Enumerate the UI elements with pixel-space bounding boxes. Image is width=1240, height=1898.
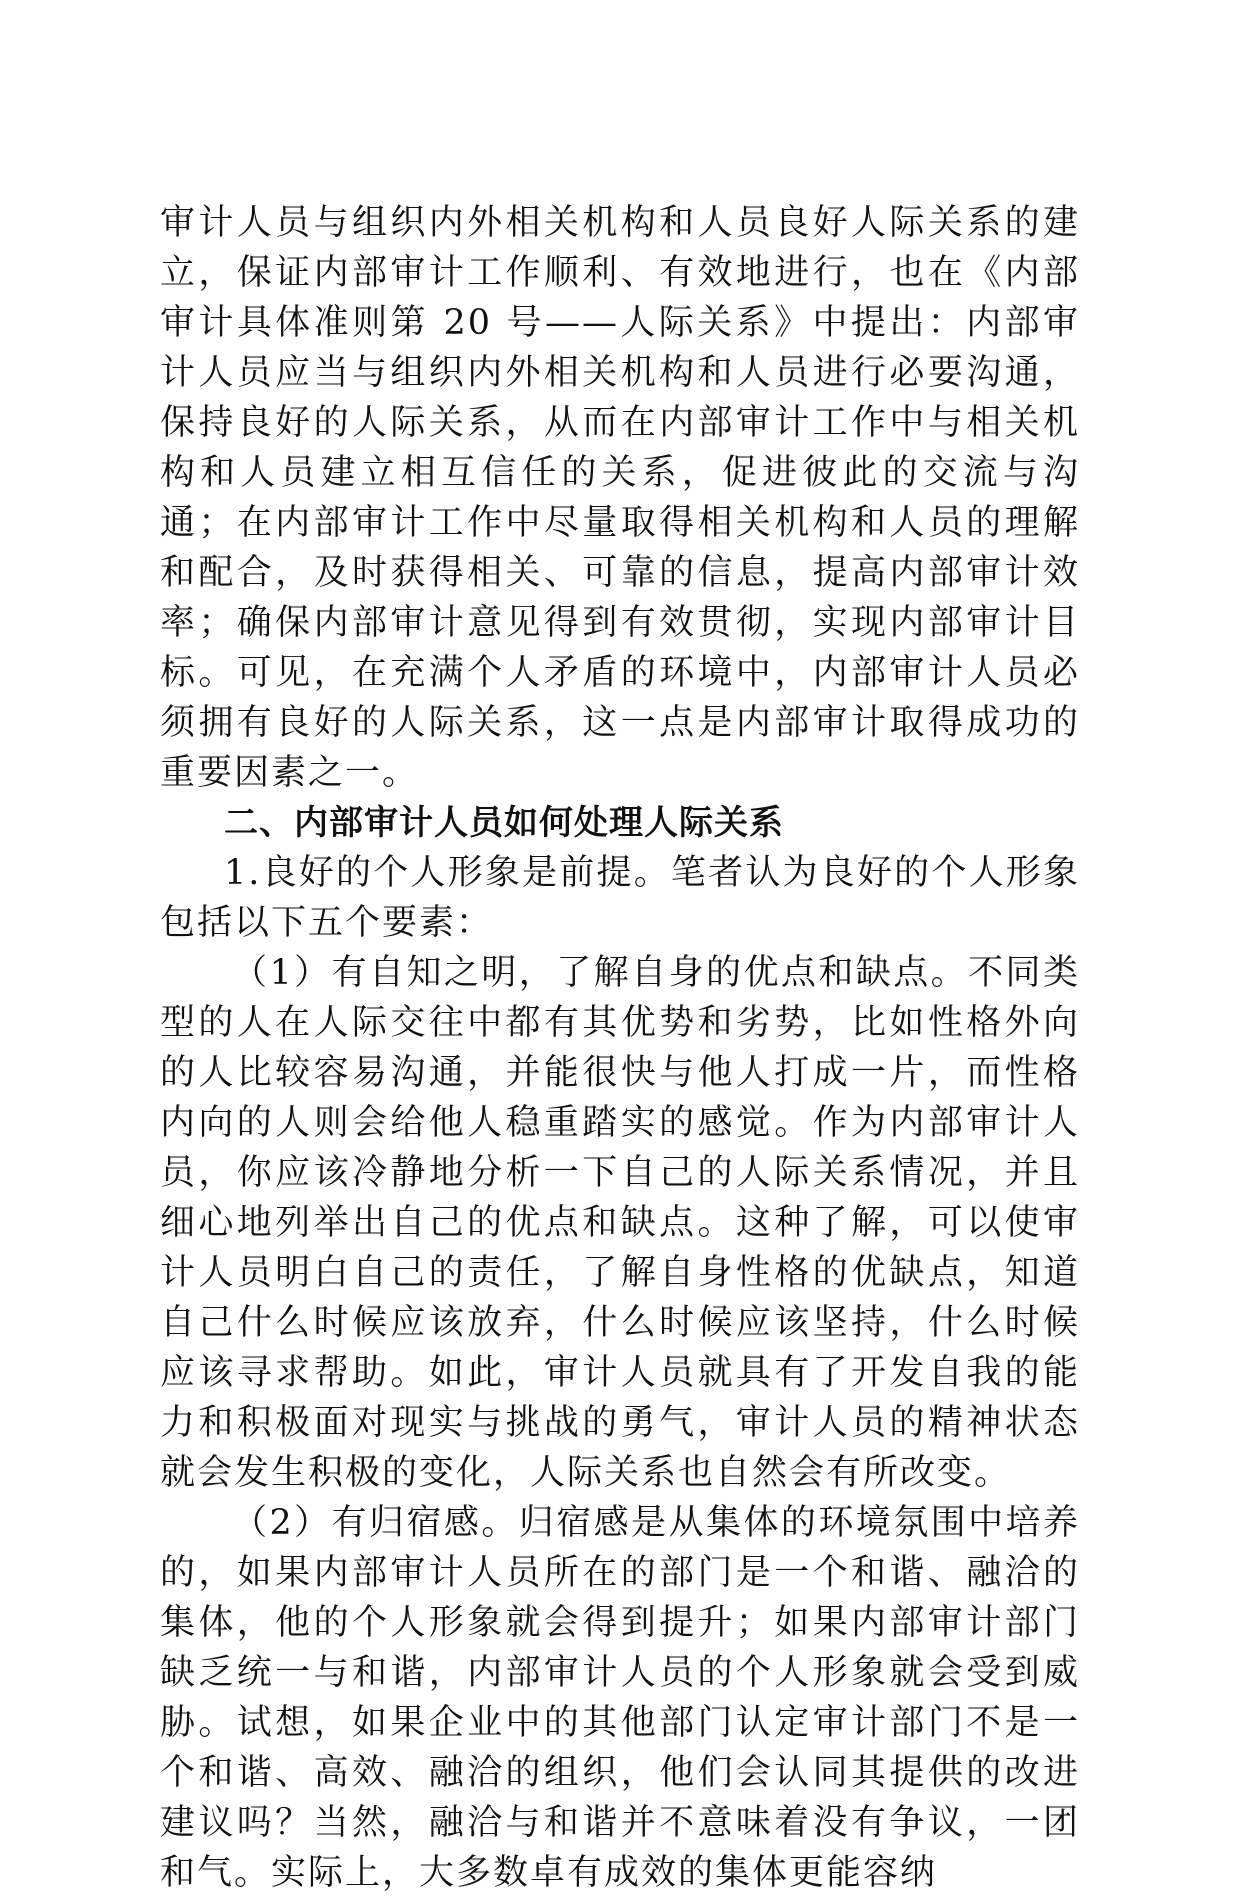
paragraph-belonging: （2）有归宿感。归宿感是从集体的环境氛围中培养的，如果内部审计人员所在的部门是一个和谐、融洽的集体，他的个人形象就会得到提升；如果内部审计部门缺乏统一与和谐，内部审计人员的个人形象就会受到威胁。试想，如果企业中的其他部门认定审计部门不是一个和谐、高效、融洽的组织，他们会认同其提供的改进建议吗？当然，融洽与和谐并不意味着没有争议，一团和气。实际上，大多数卓有成效的集体更能容纳 bbox=[160, 1503, 1080, 1893]
body-text bbox=[160, 198, 1080, 1898]
section-heading: 二、内部审计人员如何处理人际关系 bbox=[224, 803, 784, 843]
paragraph-personal-image: 1.良好的个人形象是前提。笔者认为良好的个人形象包括以下五个要素： bbox=[160, 853, 1080, 943]
paragraph-interpersonal-importance: 审计人员与组织内外相关机构和人员良好人际关系的建立，保证内部审计工作顺利、有效地进行，也在《内部审计具体准则第 20 号——人际关系》中提出：内部审计人员应当与组织内外相关机构和人员进行必要沟通，保持良好的人际关系，从而在内部审计工作中与相关机构和人员建立相互信任的关系，促进彼此的交流与沟通；在内部审计工作中尽量取得相关机构和人员的理解和配合，及时获得相关、可靠的信息，提高内部审计效率；确保内部审计意见得到有效贯彻，实现内部审计目标。可见，在充满个人矛盾的环境中，内部审计人员必须拥有良好的人际关系，这一点是内部审计取得成功的重要因素之一。 bbox=[160, 203, 1080, 793]
paragraph-self-knowledge: （1）有自知之明，了解自身的优点和缺点。不同类型的人在人际交往中都有其优势和劣势，比如性格外向的人比较容易沟通，并能很快与他人打成一片，而性格内向的人则会给他人稳重踏实的感觉。作为内部审计人员，你应该冷静地分析一下自己的人际关系情况，并且细心地列举出自己的优点和缺点。这种了解，可以使审计人员明白自己的责任，了解自身性格的优缺点，知道自己什么时候应该放弃，什么时候应该坚持，什么时候应该寻求帮助。如此，审计人员就具有了开发自我的能力和积极面对现实与挑战的勇气，审计人员的精神状态就会发生积极的变化，人际关系也自然会有所改变。 bbox=[160, 953, 1080, 1493]
